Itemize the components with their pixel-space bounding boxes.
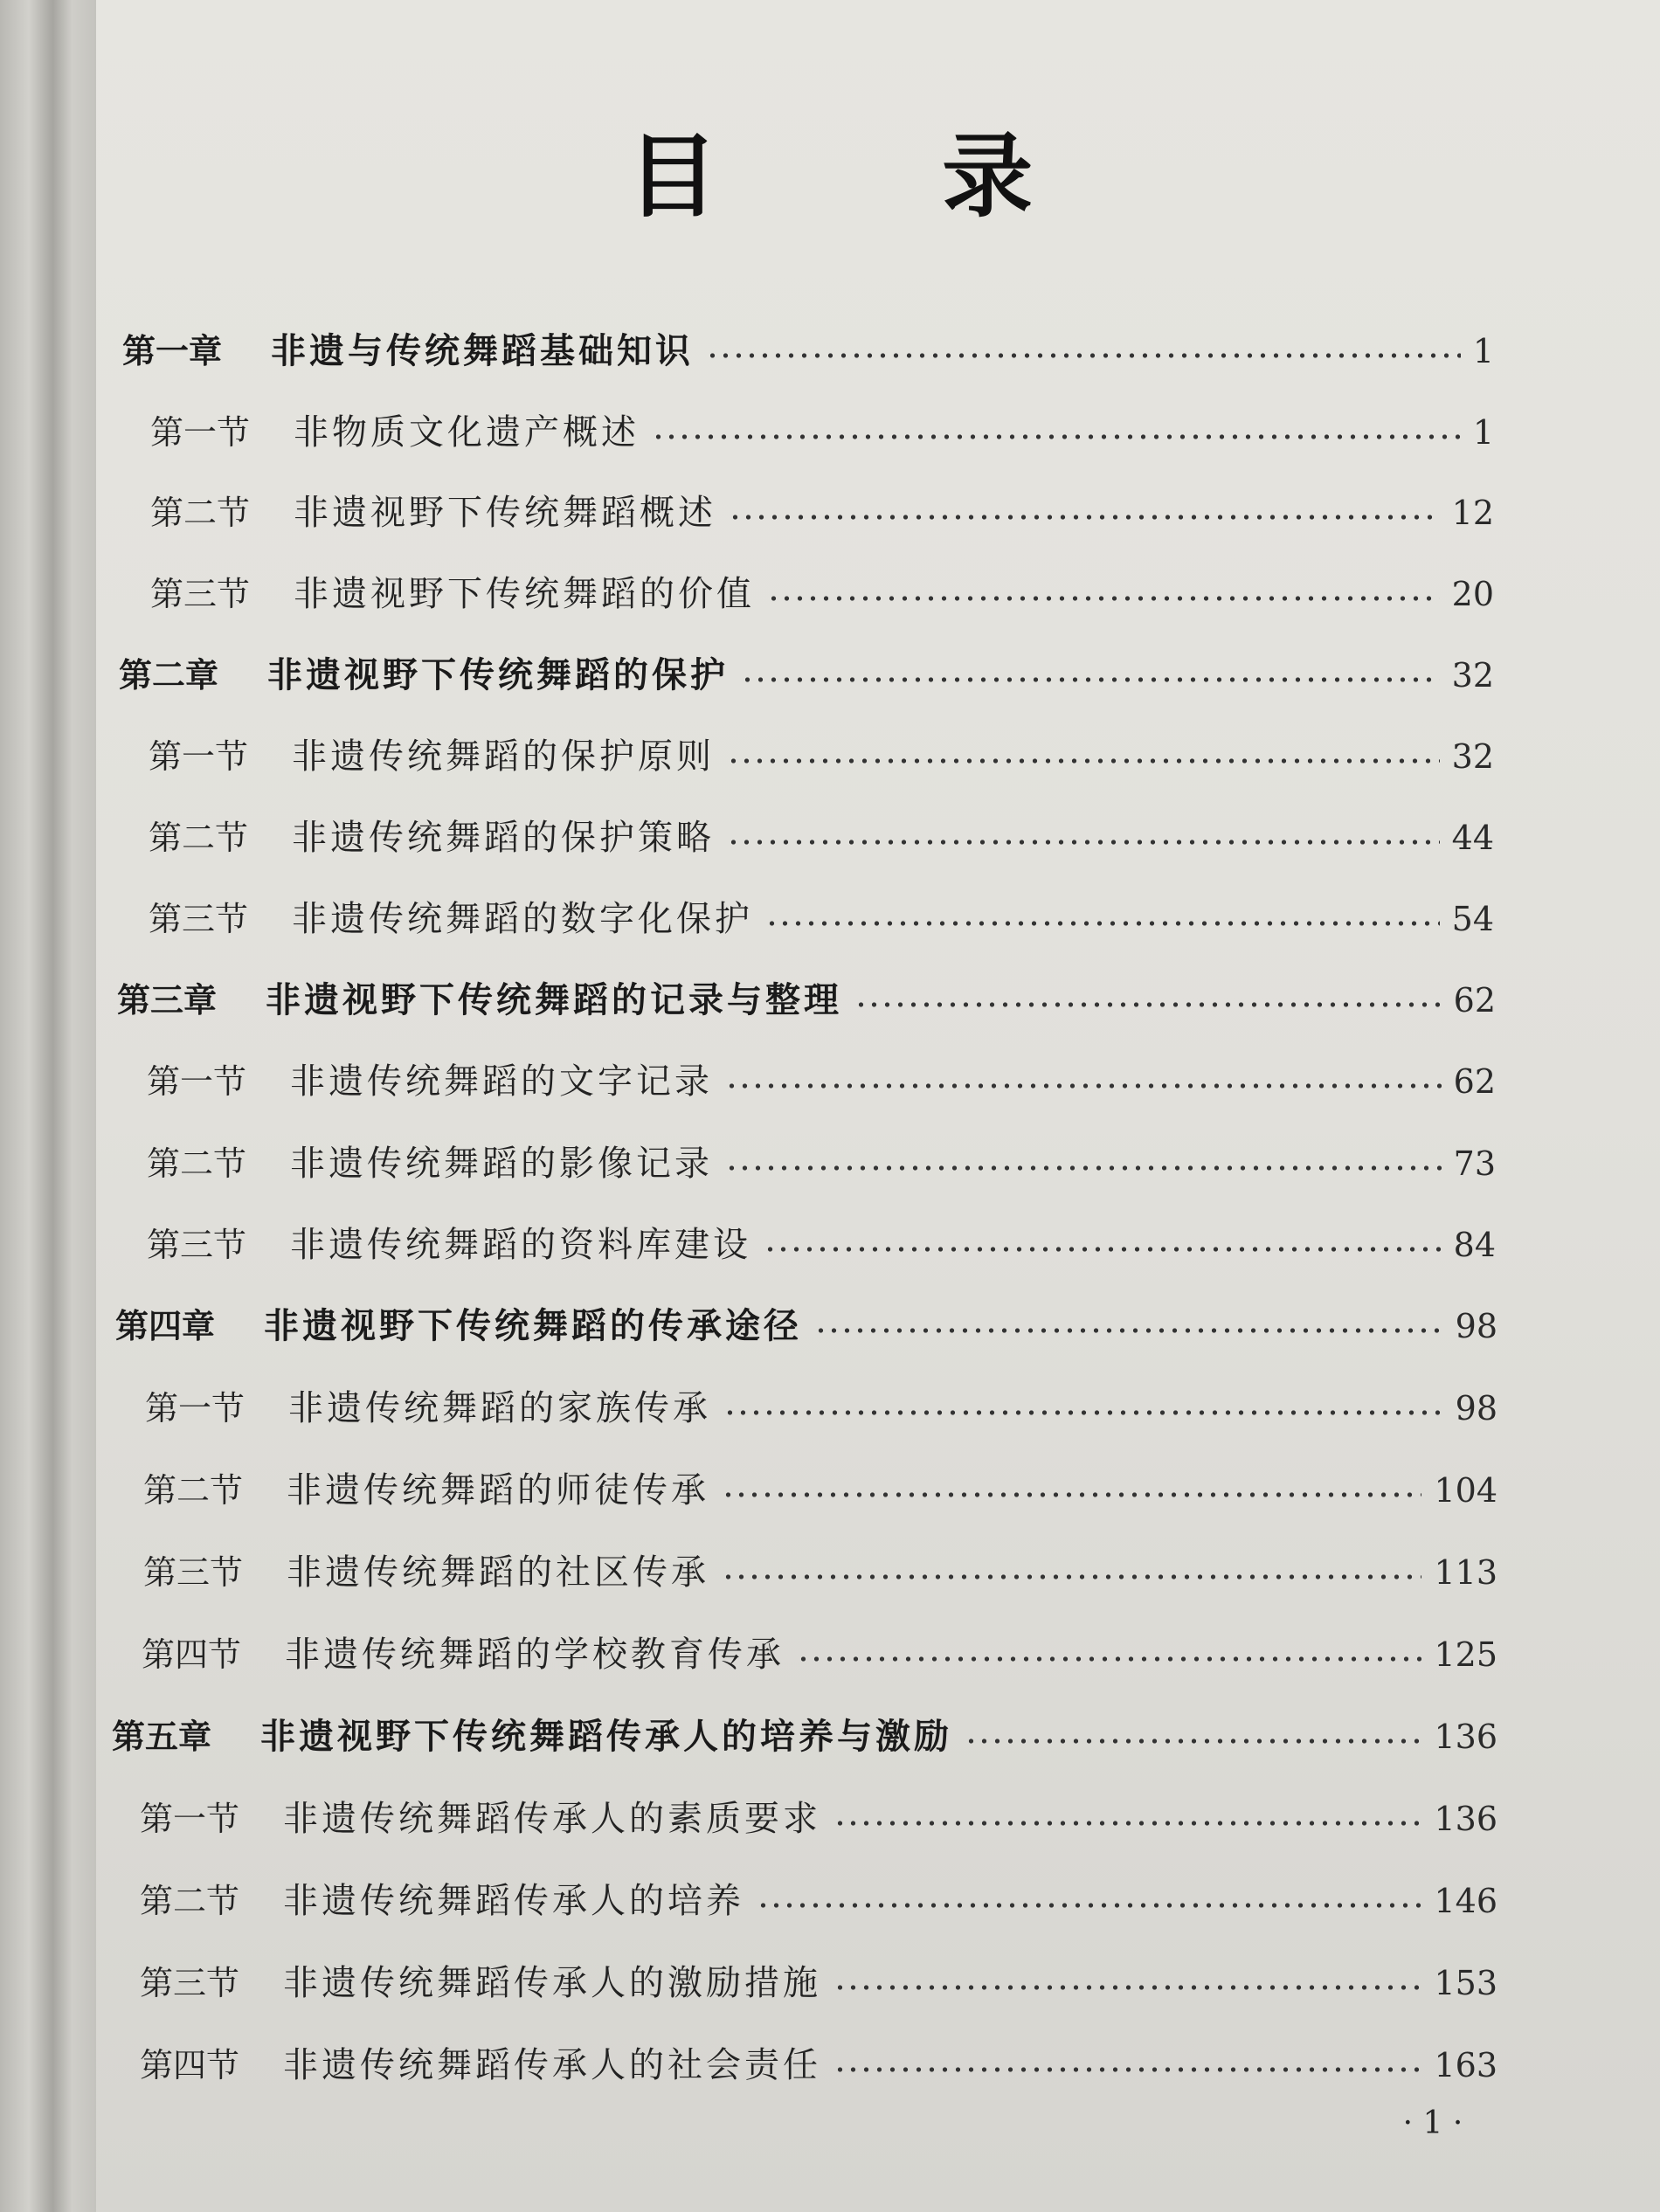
entry-title: 非遗传统舞蹈的数字化保护 <box>292 899 754 939</box>
dot-leader <box>727 840 1440 845</box>
entry-page: 136 <box>1434 1718 1497 1756</box>
dot-leader <box>767 596 1440 601</box>
entry-page: 125 <box>1434 1635 1497 1674</box>
dot-leader <box>727 758 1440 764</box>
toc-entry <box>147 1217 1496 1269</box>
toc-entry <box>147 1054 1496 1106</box>
entry-page: 12 <box>1451 494 1494 532</box>
entry-title: 非遗视野下传统舞蹈的保护 <box>267 655 730 695</box>
entry-number: 第四节 <box>142 1635 242 1674</box>
dot-leader <box>965 1738 1421 1744</box>
entry-title: 非遗传统舞蹈传承人的激励措施 <box>283 1963 822 2003</box>
toc-entry <box>147 1136 1496 1188</box>
dot-leader <box>765 921 1440 926</box>
toc-entry <box>122 323 1494 376</box>
dot-leader <box>729 515 1440 520</box>
entry-title: 非遗传统舞蹈传承人的培养 <box>283 1881 745 1921</box>
entry-title: 非遗传统舞蹈的师徒传承 <box>287 1470 710 1510</box>
entry-title: 非遗传统舞蹈的家族传承 <box>288 1388 712 1428</box>
entry-title: 非遗传统舞蹈传承人的素质要求 <box>283 1799 822 1839</box>
toc-entry <box>142 1627 1497 1679</box>
toc-entry <box>150 566 1494 619</box>
entry-page: 104 <box>1434 1471 1497 1510</box>
dot-leader <box>741 677 1440 682</box>
dot-leader <box>814 1328 1443 1333</box>
entry-number: 第三节 <box>143 1553 244 1592</box>
dot-leader <box>706 353 1461 358</box>
dot-leader <box>833 2067 1421 2072</box>
entry-page: 54 <box>1451 900 1494 938</box>
toc-entry <box>140 1873 1497 1925</box>
dot-leader <box>725 1083 1442 1089</box>
entry-number: 第五章 <box>112 1718 212 1756</box>
entry-number: 第二节 <box>150 494 251 532</box>
entry-page: 113 <box>1434 1553 1497 1592</box>
dot-leader <box>725 1165 1442 1171</box>
entry-number: 第二节 <box>147 1144 247 1183</box>
entry-title: 非遗传统舞蹈的学校教育传承 <box>285 1635 785 1675</box>
book-page <box>96 0 1660 2212</box>
toc-entry <box>112 1709 1497 1761</box>
entry-title: 非遗传统舞蹈的影像记录 <box>290 1144 714 1184</box>
entry-page: 62 <box>1453 1062 1496 1101</box>
entry-number: 第三节 <box>150 575 251 613</box>
entry-title: 非遗传统舞蹈的资料库建设 <box>290 1225 752 1265</box>
entry-number: 第一章 <box>122 332 223 370</box>
entry-page: 20 <box>1451 575 1494 613</box>
entry-page: 163 <box>1434 2046 1497 2084</box>
entry-page: 62 <box>1453 981 1496 1020</box>
entry-title: 非遗传统舞蹈的文字记录 <box>290 1061 714 1102</box>
entry-number: 第四章 <box>115 1307 216 1345</box>
dot-leader <box>833 1985 1421 1990</box>
entry-number: 第三节 <box>140 1964 240 2002</box>
toc-entry <box>149 891 1494 944</box>
entry-page: 1 <box>1472 332 1494 370</box>
entry-page: 44 <box>1451 819 1494 857</box>
entry-page: 146 <box>1434 1882 1497 1920</box>
entry-title: 非遗传统舞蹈的保护策略 <box>292 818 716 858</box>
entry-number: 第二节 <box>140 1882 240 1920</box>
dot-leader <box>652 434 1461 439</box>
entry-page: 98 <box>1455 1307 1497 1345</box>
dot-leader <box>764 1247 1442 1252</box>
toc-entry <box>140 2037 1497 2090</box>
entry-page: 32 <box>1451 656 1494 695</box>
entry-title: 非物质文化遗产概述 <box>294 412 640 453</box>
entry-number: 第一节 <box>145 1389 246 1427</box>
entry-title: 非遗与传统舞蹈基础知识 <box>271 331 695 371</box>
toc-entry <box>143 1545 1497 1597</box>
dot-leader <box>854 1002 1442 1007</box>
toc-entry <box>117 972 1496 1025</box>
toc-entry <box>115 1298 1497 1351</box>
entry-title: 非遗传统舞蹈传承人的社会责任 <box>283 2045 822 2085</box>
entry-page: 98 <box>1455 1389 1497 1427</box>
toc-list <box>96 0 1660 2212</box>
book-binding <box>0 0 96 2212</box>
entry-number: 第四节 <box>140 2046 240 2084</box>
entry-title: 非遗视野下传统舞蹈概述 <box>294 493 717 533</box>
dot-leader <box>797 1656 1421 1662</box>
entry-page: 1 <box>1472 413 1494 452</box>
dot-leader <box>833 1821 1421 1826</box>
entry-title: 非遗视野下传统舞蹈的价值 <box>294 574 756 614</box>
entry-number: 第二节 <box>149 819 249 857</box>
entry-title: 非遗传统舞蹈的社区传承 <box>287 1552 710 1593</box>
entry-title: 非遗视野下传统舞蹈的传承途径 <box>264 1306 803 1346</box>
entry-number: 第一节 <box>150 413 251 452</box>
entry-number: 第一节 <box>149 737 249 776</box>
entry-number: 第三节 <box>147 1226 247 1264</box>
toc-entry <box>145 1380 1497 1433</box>
entry-page: 32 <box>1451 737 1494 776</box>
entry-number: 第一节 <box>140 1800 240 1838</box>
toc-entry <box>140 1791 1497 1843</box>
dot-leader <box>723 1410 1443 1415</box>
page-title: 目 录 <box>626 123 1130 230</box>
entry-page: 84 <box>1453 1226 1496 1264</box>
toc-entry <box>140 1955 1497 2008</box>
entry-page: 136 <box>1434 1800 1497 1838</box>
entry-number: 第二节 <box>143 1471 244 1510</box>
entry-number: 第二章 <box>119 656 219 695</box>
toc-entry <box>149 810 1494 862</box>
dot-leader <box>757 1903 1421 1908</box>
entry-page: 153 <box>1434 1964 1497 2002</box>
entry-number: 第三节 <box>149 900 249 938</box>
toc-entry <box>143 1462 1497 1515</box>
dot-leader <box>722 1574 1421 1580</box>
toc-entry <box>149 729 1494 781</box>
footer-page-number: · 1 · <box>1402 2105 1463 2141</box>
dot-leader <box>722 1492 1421 1497</box>
entry-title: 非遗视野下传统舞蹈的记录与整理 <box>266 980 843 1020</box>
entry-number: 第一节 <box>147 1062 247 1101</box>
entry-number: 第三章 <box>117 981 218 1020</box>
entry-title: 非遗传统舞蹈的保护原则 <box>292 736 716 777</box>
entry-title: 非遗视野下传统舞蹈传承人的培养与激励 <box>260 1717 953 1757</box>
toc-entry <box>150 485 1494 537</box>
entry-page: 73 <box>1453 1144 1496 1183</box>
toc-entry <box>150 404 1494 457</box>
toc-entry <box>119 647 1494 700</box>
